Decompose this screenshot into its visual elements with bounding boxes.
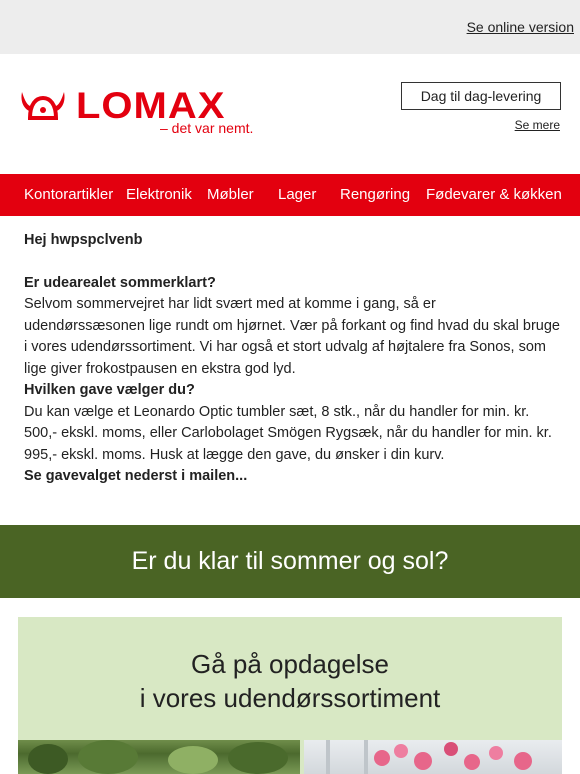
header — [0, 54, 580, 174]
category-nav — [0, 174, 580, 216]
lomax-logo[interactable] — [18, 85, 254, 136]
nav-item-kontorartikler[interactable]: Kontorartikler — [24, 186, 114, 203]
nav-item-lager[interactable]: Lager — [278, 186, 317, 203]
online-version-link[interactable]: Se online version — [466, 19, 574, 35]
nav-item-fodevarer[interactable]: Fødevarer & køkken — [426, 186, 562, 203]
top-bar — [0, 0, 580, 54]
nav-item-mobler[interactable]: Møbler — [207, 186, 254, 203]
nav-item-rengoring[interactable]: Rengøring — [340, 186, 411, 203]
outdoor-promo[interactable] — [18, 617, 562, 774]
paragraph-gift: Du kan vælge et Leonardo Optic tumbler sæt, 8 stk., når du handler for min. kr. 500,- ekskl. moms, eller Carlobolaget Smögen Rygsæk, når du handler for min. kr. 995,- ekskl. moms. Husk at lægge den gave, du ønsker i din kurv. — [24, 403, 552, 463]
see-more-link[interactable]: Se mere — [514, 118, 560, 132]
gift-link[interactable]: Se gavevalget nederst i mailen... — [24, 468, 248, 484]
brand-wordmark: LOMAX — [76, 85, 226, 127]
flowers-photo — [304, 740, 562, 774]
garden-photo — [18, 740, 300, 774]
promo-line-2: i vores udendørssortiment — [139, 683, 441, 713]
email-body — [24, 230, 560, 488]
heading-outdoor: Er udearealet sommerklart? — [24, 274, 216, 291]
summer-banner-text: Er du klar til sommer og sol? — [131, 547, 449, 575]
nav-item-elektronik[interactable]: Elektronik — [126, 186, 192, 203]
promo-text — [18, 647, 562, 715]
paragraph-outdoor: Selvom sommervejret har lidt svært med at komme i gang, så er udendørssæsonen lige rundt om hjørnet. Vær på forkant og find hvad du skal bruge i vores udendørssortiment. Vi har også et stort udvalg af højtalere fra Sonos, som lige giver frokostpausen en ekstra god lyd. — [24, 296, 560, 377]
brand-tagline: – det var nemt. — [160, 120, 254, 136]
promo-line-1: Gå på opdagelse — [190, 649, 390, 679]
viking-helmet-icon — [18, 88, 68, 124]
summer-banner[interactable] — [0, 525, 580, 598]
heading-gift: Hvilken gave vælger du? — [24, 382, 195, 398]
delivery-button[interactable]: Dag til dag-levering — [401, 82, 561, 110]
greeting: Hej hwpspclvenb — [24, 232, 143, 248]
